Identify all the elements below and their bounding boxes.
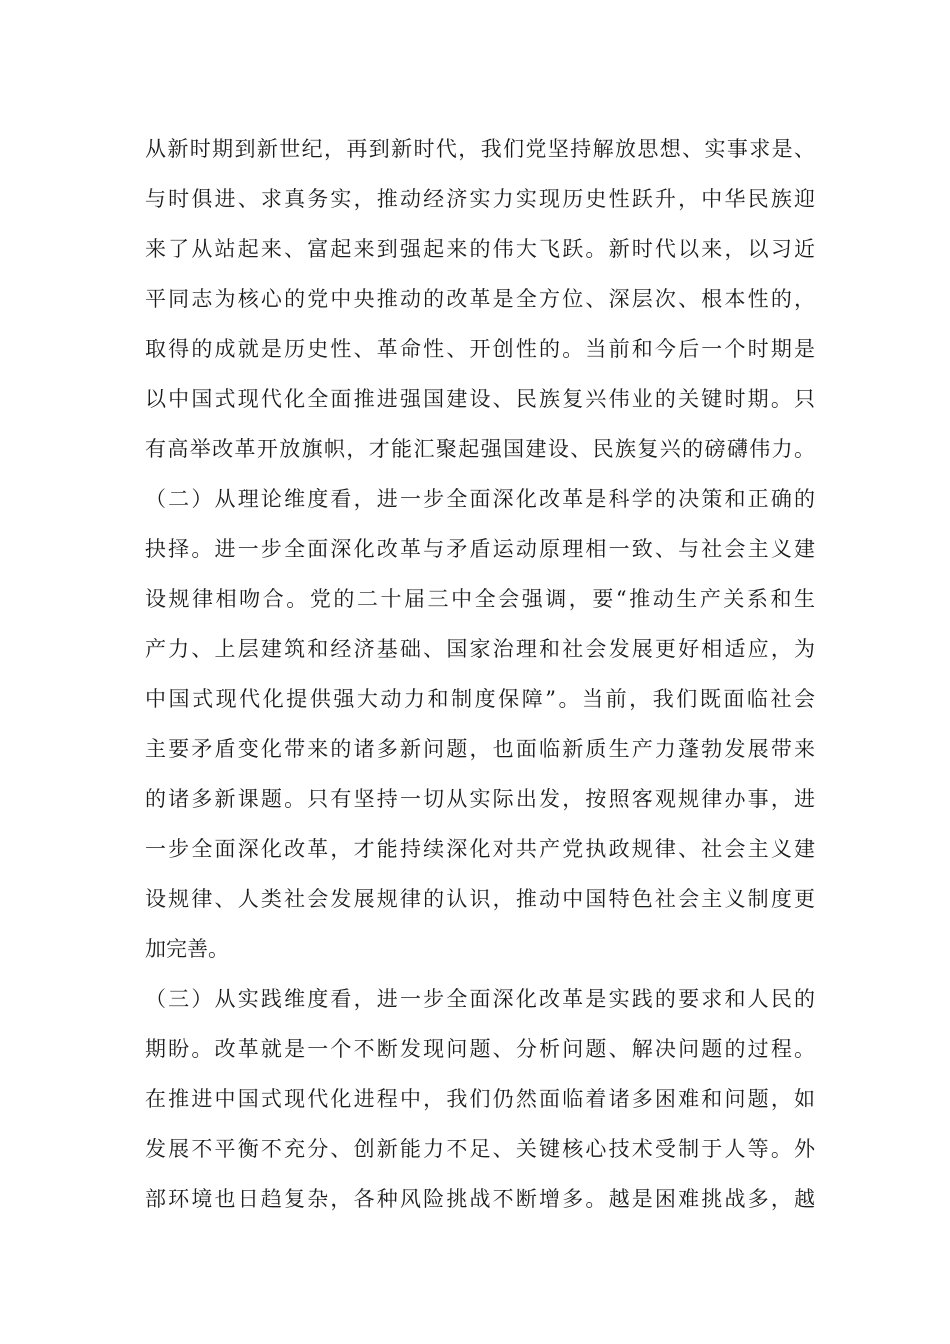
text-line: 中国式现代化提供强大动力和制度保障”。当前，我们既面临社会 [145, 687, 815, 711]
text-line: 发展不平衡不充分、创新能力不足、关键核心技术受制于人等。外 [145, 1137, 815, 1161]
body-text [145, 131, 815, 1231]
section-heading-line: （三）从实践维度看，进一步全面深化改革是实践的要求和人民的 [145, 987, 815, 1011]
text-line: 期盼。改革就是一个不断发现问题、分析问题、解决问题的过程。 [145, 1037, 815, 1061]
text-line: 设规律相吻合。党的二十届三中全会强调，要“推动生产关系和生 [145, 587, 815, 611]
text-line: 的诸多新课题。只有坚持一切从实际出发，按照客观规律办事，进 [145, 787, 815, 811]
text-line: 来了从站起来、富起来到强起来的伟大飞跃。新时代以来，以习近 [145, 237, 815, 261]
text-line: 在推进中国式现代化进程中，我们仍然面临着诸多困难和问题，如 [145, 1087, 815, 1111]
text-line: 部环境也日趋复杂，各种风险挑战不断增多。越是困难挑战多，越 [145, 1187, 815, 1211]
text-line: 取得的成就是历史性、革命性、开创性的。当前和今后一个时期是 [145, 337, 815, 361]
text-line: 平同志为核心的党中央推动的改革是全方位、深层次、根本性的， [145, 287, 815, 311]
text-line: 主要矛盾变化带来的诸多新问题，也面临新质生产力蓬勃发展带来 [145, 737, 815, 761]
text-line: 抉择。进一步全面深化改革与矛盾运动原理相一致、与社会主义建 [145, 537, 815, 561]
text-line: 以中国式现代化全面推进强国建设、民族复兴伟业的关键时期。只 [145, 387, 815, 411]
text-line: 设规律、人类社会发展规律的认识，推动中国特色社会主义制度更 [145, 887, 815, 911]
text-line: 加完善。 [145, 937, 229, 961]
text-line: 产力、上层建筑和经济基础、国家治理和社会发展更好相适应，为 [145, 637, 815, 661]
text-line: 一步全面深化改革，才能持续深化对共产党执政规律、社会主义建 [145, 837, 815, 861]
text-line: 与时俱进、求真务实，推动经济实力实现历史性跃升，中华民族迎 [145, 187, 815, 211]
section-heading-line: （二）从理论维度看，进一步全面深化改革是科学的决策和正确的 [145, 487, 815, 511]
text-line: 有高举改革开放旗帜，才能汇聚起强国建设、民族复兴的磅礴伟力。 [145, 437, 815, 461]
text-line: 从新时期到新世纪，再到新时代，我们党坚持解放思想、实事求是、 [145, 137, 815, 161]
